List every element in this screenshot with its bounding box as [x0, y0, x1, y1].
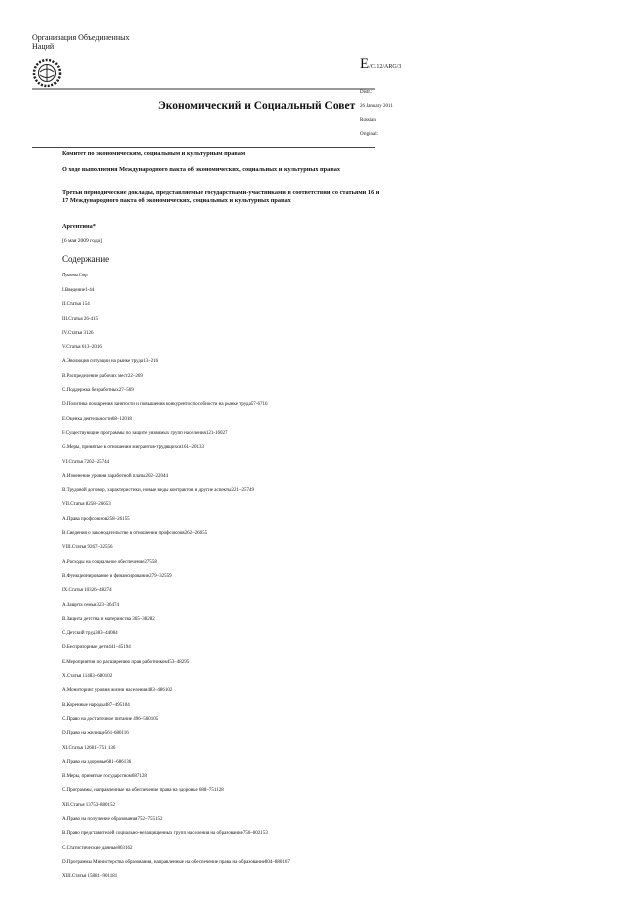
toc-entry[interactable]: E.Оценка деятельности68–12018 — [62, 416, 132, 422]
toc-entry[interactable]: A.Защита семьи323–36474 — [62, 602, 119, 608]
toc-entry[interactable]: A.Право на получение образования752–755152 — [62, 816, 163, 822]
toc-entry[interactable]: C.Программы, направленные на обеспечение права на здоровье 688–751128 — [62, 788, 224, 794]
toc-entry[interactable]: E.Мероприятия по расширению прав работников453–48295 — [62, 659, 190, 665]
toc-entry[interactable]: A.Права профсоюзов258–26155 — [62, 516, 130, 522]
toc-entry[interactable]: C.Право на достаточное питание 496–560105 — [62, 716, 159, 722]
toc-entry[interactable]: XII.Статья 13753-880152 — [62, 802, 115, 808]
toc-entry[interactable]: B.Меры, принятые государством687128 — [62, 774, 147, 780]
toc-entry[interactable]: B.Трудовой договор, характеристики, новые виды контрактов и другие аспекты221–25749 — [62, 488, 254, 494]
toc-entry[interactable]: B.Право представителей социально-незащищенных групп населения на образование756–802153 — [62, 831, 268, 837]
toc-entry[interactable]: B.Сведения о законодательстве в отношении профсоюзов262–26655 — [62, 531, 208, 537]
toc-entry[interactable]: B.Распределение рабочих мест22–269 — [62, 373, 143, 379]
toc-entry[interactable]: D.Право на жилище561-680116 — [62, 731, 129, 737]
toc-entry[interactable]: XIII.Статья 15881–901181 — [62, 874, 118, 880]
original-label: Original: — [360, 132, 379, 137]
toc-entry[interactable]: B.Коренные народы487–495104 — [62, 702, 130, 708]
toc-entry[interactable]: A.Расходы на социальное обеспечение27558 — [62, 559, 157, 565]
symbol-code: /C.12/ARG/3 — [369, 64, 402, 70]
toc-entry[interactable]: C.Поддержка безработных27–569 — [62, 388, 134, 394]
toc-entry[interactable]: II.Статья 154 — [62, 302, 90, 308]
subject-heading: О ходе выполнения Международного пакта об экономических, социальных и культурных правах — [62, 166, 341, 173]
toc-entry[interactable]: XI.Статья 12681–751 136 — [62, 745, 116, 751]
toc-entry[interactable]: B.Защита детства и материнства 365–38282 — [62, 616, 155, 622]
toc-entry[interactable]: VIII.Статья 9267–32556 — [62, 545, 113, 551]
toc-entry[interactable]: C.Детский труд383–44084 — [62, 631, 118, 637]
organization-name: Организация Объединенных Наций — [32, 33, 130, 51]
committee-name: Комитет по экономическим, социальным и культурным правам — [62, 150, 246, 157]
toc-entry[interactable]: IV.Статья 3126 — [62, 330, 94, 336]
toc-entry[interactable]: III.Статья 26-415 — [62, 316, 99, 322]
toc-entry[interactable]: F.Существующие программы по защите уязвимых групп населения121-16027 — [62, 430, 228, 436]
toc-entry[interactable]: C.Статистические данные803162 — [62, 845, 133, 851]
toc-entry[interactable]: VII.Статья 8258–26653 — [62, 502, 111, 508]
header-bottom-divider — [32, 147, 375, 148]
language: Russian — [360, 118, 376, 123]
toc-entry[interactable]: A.Эволюция ситуации на рынке труда13–216 — [62, 359, 159, 365]
report-heading: Третьи периодические доклады, представляемые государствами-участниками в соответствии со статьями 16 и 17 Международного пакта об экономических, социальных и культурных правах — [62, 189, 380, 204]
toc-entry[interactable]: A.Изменение уровня заработной платы202–22044 — [62, 473, 169, 479]
header-divider — [32, 88, 375, 90]
un-emblem-logo — [32, 58, 62, 88]
toc-entry[interactable]: D.Программы Министерства образования, направленные на обеспечение права на образование804–880167 — [62, 859, 290, 865]
toc-entry[interactable]: D.Политика поощрения занятости и повышения конкурентоспособности на рынке труда57-6716 — [62, 402, 268, 408]
toc-entry[interactable]: V.Статья 613–2016 — [62, 345, 102, 351]
toc-entry[interactable]: G.Меры, принятые в отношении мигрантов-трудящихся161–20133 — [62, 445, 204, 451]
symbol-prefix: E — [360, 56, 370, 72]
contents-title: Содержание — [62, 254, 110, 264]
toc-entry[interactable]: VI.Статья 7202–25744 — [62, 459, 110, 465]
toc-column-header: Пункты Стр. — [62, 272, 89, 277]
distr-label: Distr.: — [360, 90, 373, 95]
table-of-contents — [62, 288, 290, 888]
council-title: Экономический и Социальный Совет — [158, 100, 356, 112]
country-heading: Аргентина* — [62, 223, 96, 230]
toc-entry[interactable]: X.Статья 11483–680102 — [62, 674, 113, 680]
toc-entry[interactable]: IX.Статья 10326–48274 — [62, 588, 112, 594]
toc-entry[interactable]: B.Функционирование и финансирование279–32559 — [62, 573, 172, 579]
toc-entry[interactable]: I.Введение1-44 — [62, 288, 95, 293]
toc-entry[interactable]: D.Беспризорные дети441–45194 — [62, 645, 131, 651]
document-symbol — [360, 56, 401, 73]
toc-entry[interactable]: A.Право на здоровье681–686136 — [62, 759, 132, 765]
date: 26 January 2011 — [360, 104, 393, 109]
received-date: [6 мая 2009 года] — [62, 238, 102, 244]
toc-entry[interactable]: A.Мониторинг уровня жизни населения483–486102 — [62, 688, 173, 694]
